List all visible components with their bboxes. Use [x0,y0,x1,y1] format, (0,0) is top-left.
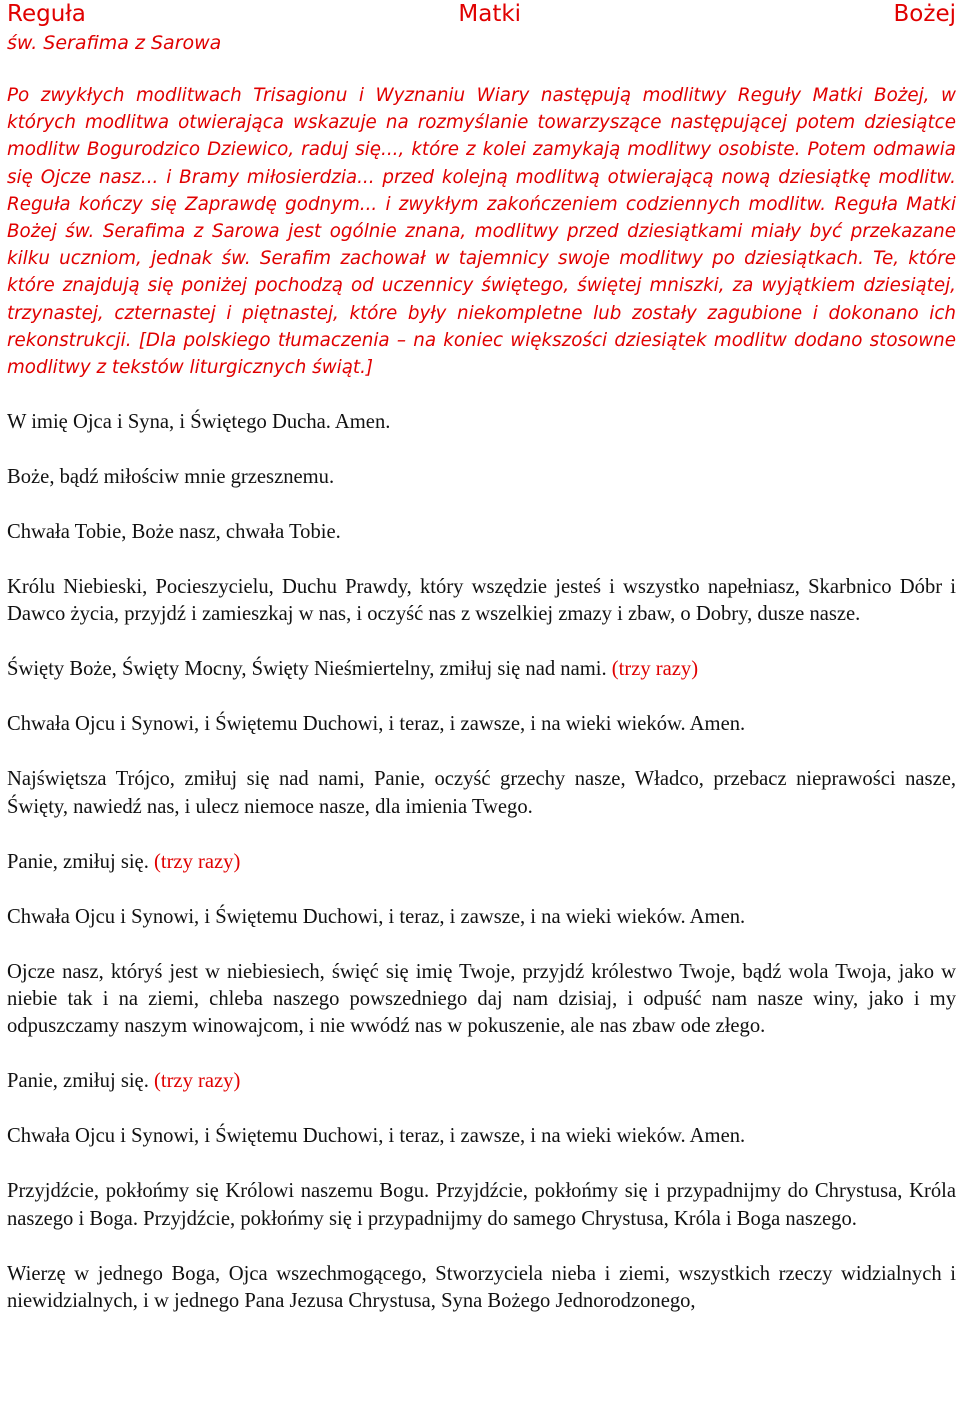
title-word-2: Matki [458,1,522,27]
repeat-note: (trzy razy) [154,1070,241,1093]
prayer-paragraph [7,656,956,683]
document-title [7,0,956,28]
repeat-note: (trzy razy) [611,658,699,681]
prayer-text: Chwała Ojcu i Synowi, i Świętemu Duchowi, i teraz, i zawsze, i na wieki wieków. Amen. [7,905,746,928]
prayer-text: Królu Niebieski, Pocieszycielu, Duchu Prawdy, który wszędzie jesteś i wszystko napełniasz, Skarbnico Dóbr i Dawco życia, przyjdź i zamieszkaj w nas, i oczyść nas z wszelkiej zmazy i zbaw, o Dobry, dusze nasze. [7,576,956,626]
prayer-text: Wierzę w jednego Boga, Ojca wszechmogącego, Stworzyciela nieba i ziemi, wszystkich rzeczy widzialnych i niewidzialnych, i w jednego Pana Jezusa Chrystusa, Syna Bożego Jednorodzonego, [7,1262,956,1312]
prayer-text: W imię Ojca i Syna, i Świętego Ducha. Amen. [7,411,391,434]
prayer-paragraph [7,574,956,629]
document-subtitle: św. Serafima z Sarowa [7,32,222,54]
prayer-text: Boże, bądź miłościw mnie grzesznemu. [7,466,335,489]
prayer-paragraph [7,1123,956,1150]
prayer-text: Święty Boże, Święty Mocny, Święty Nieśmiertelny, zmiłuj się nad nami. [7,658,607,681]
prayer-text: Chwała Ojcu i Synowi, i Świętemu Duchowi, i teraz, i zawsze, i na wieki wieków. Amen. [7,713,746,736]
prayer-paragraph [7,711,956,738]
prayer-paragraph [7,464,956,491]
prayer-text: Chwała Tobie, Boże nasz, chwała Tobie. [7,521,341,544]
title-word-3: Bożej [893,1,956,27]
document-page [7,0,956,1343]
prayer-text: Ojcze nasz, któryś jest w niebiesiech, święć się imię Twoje, przyjdź królestwo Twoje, bądź wola Twoja, jako w niebie tak i na ziemi, chleba naszego powszedniego daj nam dzisiaj, i odpuść nam nasze winy, jako i my odpuszczamy naszym winowajcom, i nie wwódź nas w pokuszenie, ale nas zbaw ode złego. [7,960,956,1038]
prayer-paragraph [7,1068,956,1095]
prayer-paragraph [7,519,956,546]
prayer-text: Najświętsza Trójco, zmiłuj się nad nami, Panie, oczyść grzechy nasze, Władco, przebacz nieprawości nasze, Święty, nawiedź nas, i ulecz niemoce nasze, dla imienia Twego. [7,768,956,818]
prayer-paragraph [7,766,956,821]
prayer-text: Panie, zmiłuj się. [7,1070,149,1093]
prayer-paragraph [7,959,956,1041]
prayer-paragraph [7,1261,956,1316]
title-word-1: Reguła [7,1,86,27]
prayer-text: Przyjdźcie, pokłońmy się Królowi naszemu Bogu. Przyjdźcie, pokłońmy się i przypadnijmy do Chrystusa, Króla naszego i Boga. Przyjdźcie, pokłońmy się i przypadnijmy do samego Chrystusa, Króla i Boga naszego. [7,1180,956,1230]
prayer-text: Panie, zmiłuj się. [7,850,149,873]
repeat-note: (trzy razy) [154,850,241,873]
intro-paragraph: Po zwykłych modlitwach Trisagionu i Wyznaniu Wiary następują modlitwy Reguły Matki Bożej, w których modlitwa otwierająca wskazuje na rozmyślanie towarzyszące następującej potem dziesiątce modlitw Bogurodzico Dziewico, raduj się..., które z kolei zamykają modlitwy osobiste. Potem odmawia się Ojcze nasz... i Bramy miłosierdzia... przed kolejną modlitwą otwierającą nową dziesiątkę modlitw. Reguła kończy się Zaprawdę godnym... i zwykłym zakończeniem codziennych modlitw. Reguła Matki Bożej św. Serafima z Sarowa jest ogólnie znana, modlitwy przed dziesiątkami miały być przekazane kilku uczniom, jednak św. Serafim zachował w tajemnicy swoje modlitwy po dziesiątkach. Te, które które znajdują się poniżej pochodzą od uczennicy świętego, świętej mniszki, za wyjątkiem dziesiątej, trzynastej, czternastej i piętnastej, które były niekompletne lub zostały zagubione i dokonano ich rekonstrukcji. [Dla polskiego tłumaczenia – na koniec większości dziesiątek modlitw dodano stosowne modlitwy z tekstów liturgicznych świąt.] [7,85,956,379]
prayer-paragraph [7,904,956,931]
prayer-paragraph [7,849,956,876]
prayer-paragraph [7,1178,956,1233]
prayer-paragraph [7,409,956,436]
prayer-text: Chwała Ojcu i Synowi, i Świętemu Duchowi, i teraz, i zawsze, i na wieki wieków. Amen. [7,1125,746,1148]
